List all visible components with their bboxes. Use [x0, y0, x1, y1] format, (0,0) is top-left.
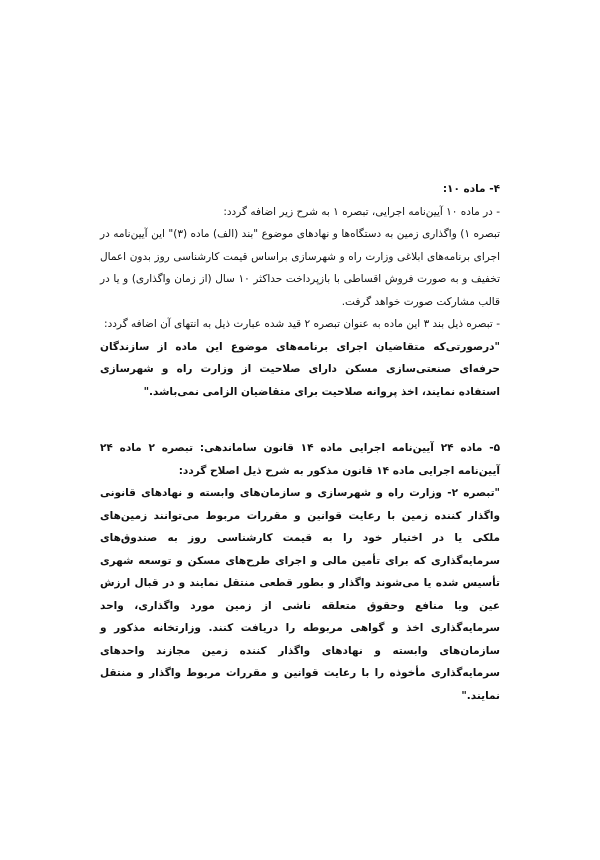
section-spacer: [100, 403, 500, 437]
section-5-quote: "تبصره ۲- وزارت راه و شهرسازی و سازمان‌های وابسته و نهادهای قانونی واگذار کننده زمین با رعایت قوانین و مقررات مربوط می‌توانند زمین‌های ملکی یا در اختیار خود را به قیمت کارشناسی روز به صندوق‌های سرمایه‌گذاری که برای تأمین مالی و اجرای طرح‌های مسکن و توسعه شهری تأسیس شده یا می‌شوند واگذار و بطور قطعی منتقل نمایند و در قبال ارزش عین ویا منافع وحقوق متعلقه ناشی از زمین مورد واگذاری، واحد سرمایه‌گذاری اخذ و گواهی مربوطه را دریافت کنند. وزارتخانه مذکور و سازمان‌های وابسته و نهادهای واگذار کننده زمین مجازند واحدهای سرمایه‌گذاری مأخوذه را با رعایت قوانین و مقررات مربوط واگذار و منتقل نمایند.": [100, 487, 500, 702]
document-page: [100, 178, 500, 707]
section-5-heading: ۵- ماده ۲۴ آیین‌نامه اجرایی ماده ۱۴ قانون ساماندهی: تبصره ۲ ماده ۲۴ آیین‌نامه اجرایی ماده ۱۴ قانون مذکور به شرح ذیل اصلاح گردد:: [100, 442, 501, 477]
note-2-intro: - تبصره ذیل بند ۳ این ماده به عنوان تبصره ۲ قید شده عبارت ذیل به انتهای آن اضافه گردد:: [104, 318, 500, 330]
section-4-intro: - در ماده ۱۰ آیین‌نامه اجرایی، تبصره ۱ به شرح زیر اضافه گردد:: [223, 205, 500, 218]
note-2-quote: "درصورتی‌که متقاضیان اجرای برنامه‌های موضوع این ماده از سازندگان حرفه‌ای صنعتی‌سازی مسکن دارای صلاحیت از وزارت راه و شهرسازی استفاده نمایند، اخذ پروانه صلاحیت برای متقاضیان الزامی نمی‌باشد.": [100, 340, 500, 398]
note-1-paragraph: تبصره ۱) واگذاری زمین به دستگاه‌ها و نهادهای موضوع "بند (الف) ماده (۳)" این آیین‌نامه در اجرای برنامه‌های ابلاغی وزارت راه و شهرسازی براساس قیمت کارشناسی روز بدون اعمال تخفیف و به صورت فروش اقساطی با بازپرداخت حداکثر ۱۰ سال (از زمان واگذاری) و یا در قالب مشارکت صورت خواهد گرفت.: [100, 228, 500, 308]
section-4-heading: ۴- ماده ۱۰:: [442, 183, 500, 195]
